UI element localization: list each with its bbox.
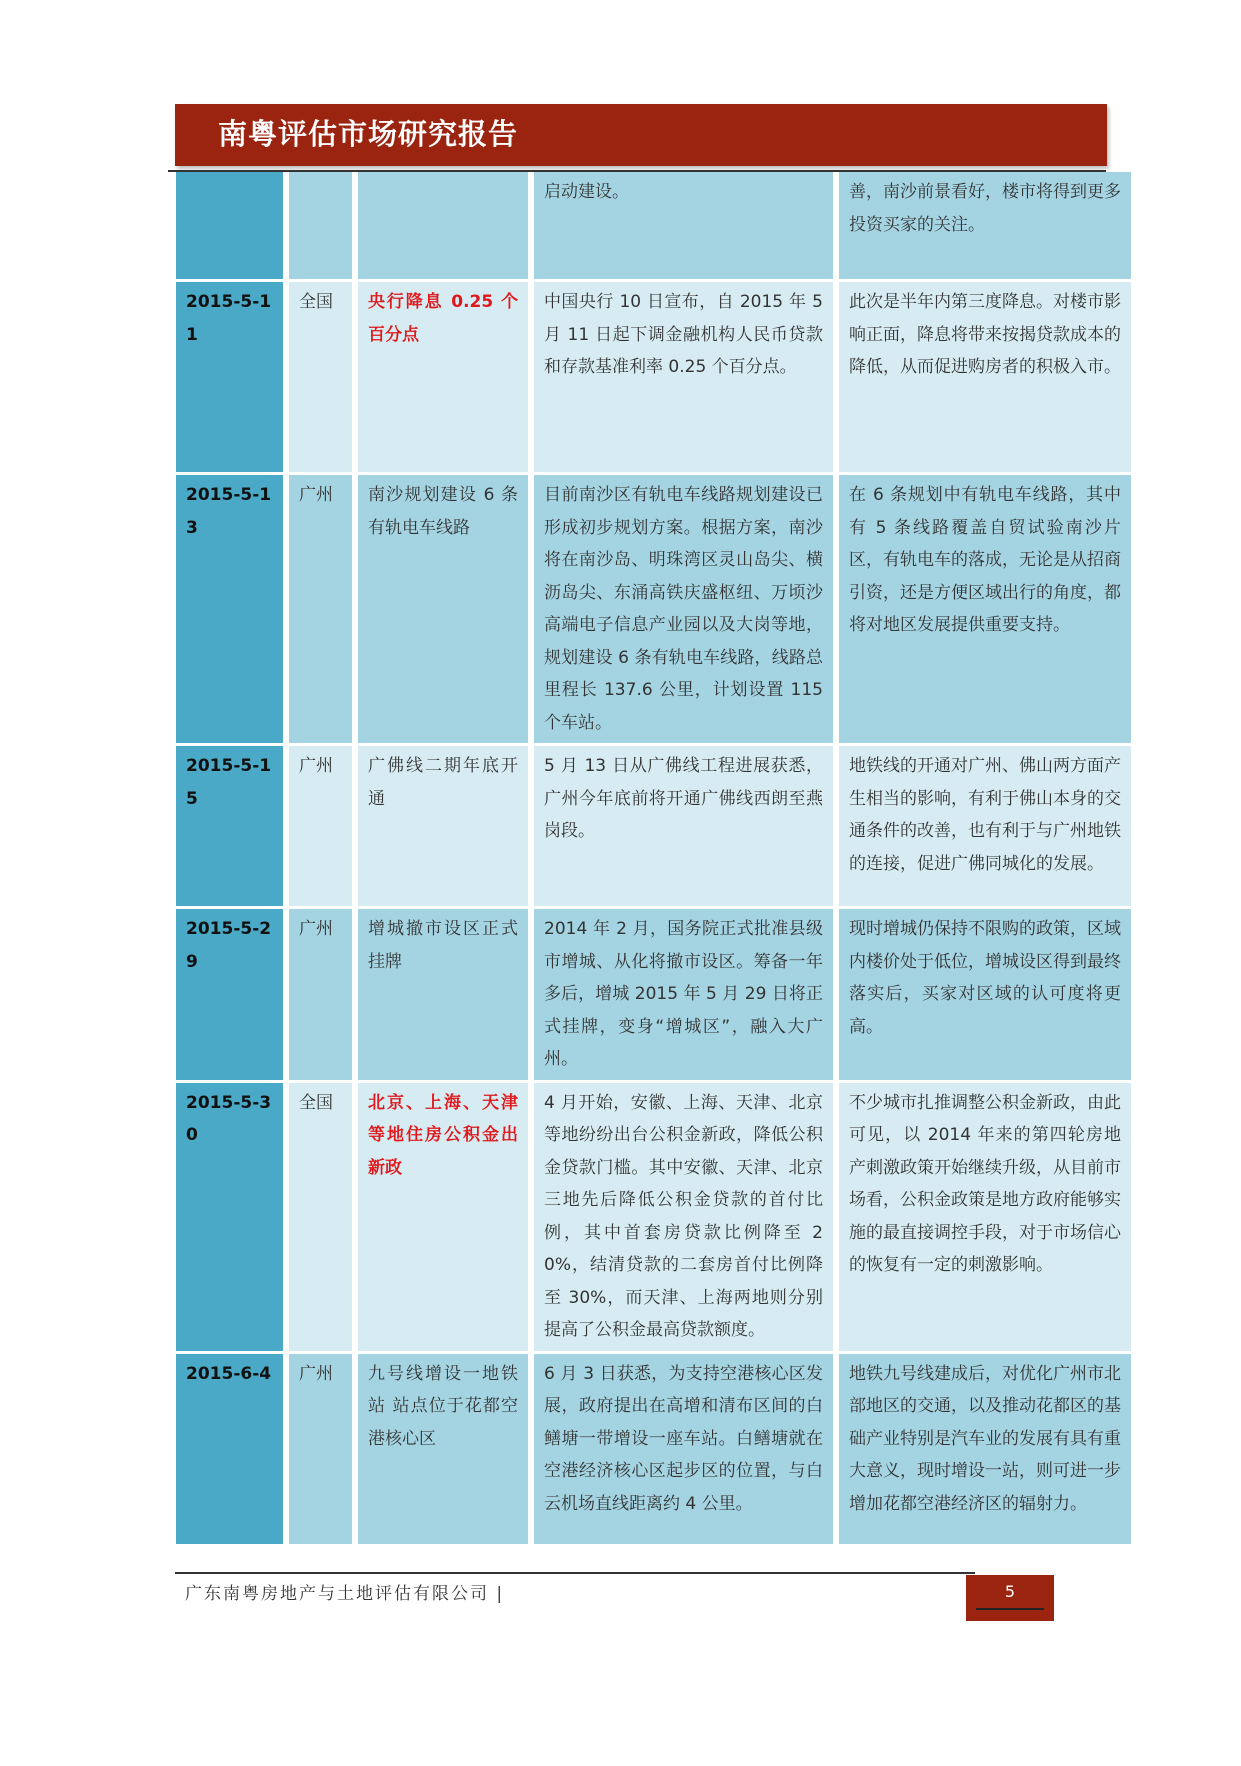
row-description: 2014 年 2 月，国务院正式批准县级市增城、从化将撤市设区。筹备一年多后，增城 2015 年 5 月 29 日将正式挂牌，变身“增城区”，融入大广州。 — [534, 909, 833, 1083]
row-title: 增城撤市设区正式挂牌 — [358, 909, 528, 1083]
row-area: 广州 — [289, 746, 352, 909]
table-row — [176, 1354, 1131, 1547]
row-description: 5 月 13 日从广佛线工程进展获悉，广州今年底前将开通广佛线西朗至燕岗段。 — [534, 746, 833, 909]
row-area: 广州 — [289, 1354, 352, 1547]
row-area: 全国 — [289, 1083, 352, 1354]
row-date: 2015-5-30 — [176, 1083, 283, 1354]
row-area: 广州 — [289, 475, 352, 746]
row-date: 2015-5-29 — [176, 909, 283, 1083]
row-date: 2015-5-11 — [176, 282, 283, 475]
table-row — [176, 475, 1131, 746]
row-impact: 善，南沙前景看好，楼市将得到更多投资买家的关注。 — [839, 172, 1131, 282]
row-area: 全国 — [289, 282, 352, 475]
page-number: 5 — [1004, 1582, 1016, 1601]
row-impact: 地铁九号线建成后，对优化广州市北部地区的交通，以及推动花都区的基础产业特别是汽车业的发展有具有重大意义，现时增设一站，则可进一步增加花都空港经济区的辐射力。 — [839, 1354, 1131, 1547]
row-title — [358, 172, 528, 282]
page-number-underline — [976, 1608, 1044, 1610]
row-date — [176, 172, 283, 282]
row-description: 6 月 3 日获悉，为支持空港核心区发展，政府提出在高增和清布区间的白鳝塘一带增设一座车站。白鳝塘就在空港经济核心区起步区的位置，与白云机场直线距离约 4 公里。 — [534, 1354, 833, 1547]
events-table — [170, 172, 1137, 1547]
table-row — [176, 909, 1131, 1083]
page-number-box — [966, 1575, 1054, 1621]
table-row — [176, 746, 1131, 909]
row-title: 央行降息 0.25 个百分点 — [358, 282, 528, 475]
table-row — [176, 282, 1131, 475]
row-title: 北京、上海、天津等地住房公积金出新政 — [358, 1083, 528, 1354]
row-title: 南沙规划建设 6 条有轨电车线路 — [358, 475, 528, 746]
row-description: 启动建设。 — [534, 172, 833, 282]
row-impact: 不少城市扎推调整公积金新政，由此可见，以 2014 年来的第四轮房地产刺激政策开始继续升级，从目前市场看，公积金政策是地方政府能够实施的最直接调控手段，对于市场信心的恢复有一定的刺激影响。 — [839, 1083, 1131, 1354]
footer-company: 广东南粤房地产与土地评估有限公司 | — [185, 1584, 505, 1604]
row-title: 广佛线二期年底开通 — [358, 746, 528, 909]
row-description: 中国央行 10 日宣布，自 2015 年 5 月 11 日起下调金融机构人民币贷款和存款基准利率 0.25 个百分点。 — [534, 282, 833, 475]
row-impact: 现时增城仍保持不限购的政策，区域内楼价处于低位，增城设区得到最终落实后，买家对区域的认可度将更高。 — [839, 909, 1131, 1083]
row-area: 广州 — [289, 909, 352, 1083]
row-title: 九号线增设一地铁站 站点位于花都空港核心区 — [358, 1354, 528, 1547]
row-date: 2015-5-15 — [176, 746, 283, 909]
row-description: 4 月开始，安徽、上海、天津、北京等地纷纷出台公积金新政，降低公积金贷款门槛。其中安徽、天津、北京三地先后降低公积金贷款的首付比例，其中首套房贷款比例降至 20%，结清贷款的二套房首付比例降至 30%，而天津、上海两地则分别提高了公积金最高贷款额度。 — [534, 1083, 833, 1354]
row-impact: 在 6 条规划中有轨电车线路，其中有 5 条线路覆盖自贸试验南沙片区，有轨电车的落成，无论是从招商引资，还是方便区域出行的角度，都将对地区发展提供重要支持。 — [839, 475, 1131, 746]
table-row — [176, 1083, 1131, 1354]
page-title: 南粤评估市场研究报告 — [218, 117, 519, 151]
row-impact: 地铁线的开通对广州、佛山两方面产生相当的影响，有利于佛山本身的交通条件的改善，也有利于与广州地铁的连接，促进广佛同城化的发展。 — [839, 746, 1131, 909]
row-description: 目前南沙区有轨电车线路规划建设已形成初步规划方案。根据方案，南沙将在南沙岛、明珠湾区灵山岛尖、横沥岛尖、东涌高铁庆盛枢纽、万顷沙高端电子信息产业园以及大岗等地，规划建设 6 条有轨电车线路，线路总里程长 137.6 公里，计划设置 115 个车站。 — [534, 475, 833, 746]
table-row — [176, 172, 1131, 282]
row-impact: 此次是半年内第三度降息。对楼市影响正面，降息将带来按揭贷款成本的降低，从而促进购房者的积极入市。 — [839, 282, 1131, 475]
row-date: 2015-5-13 — [176, 475, 283, 746]
footer-divider — [175, 1572, 975, 1574]
row-area — [289, 172, 352, 282]
row-date: 2015-6-4 — [176, 1354, 283, 1547]
